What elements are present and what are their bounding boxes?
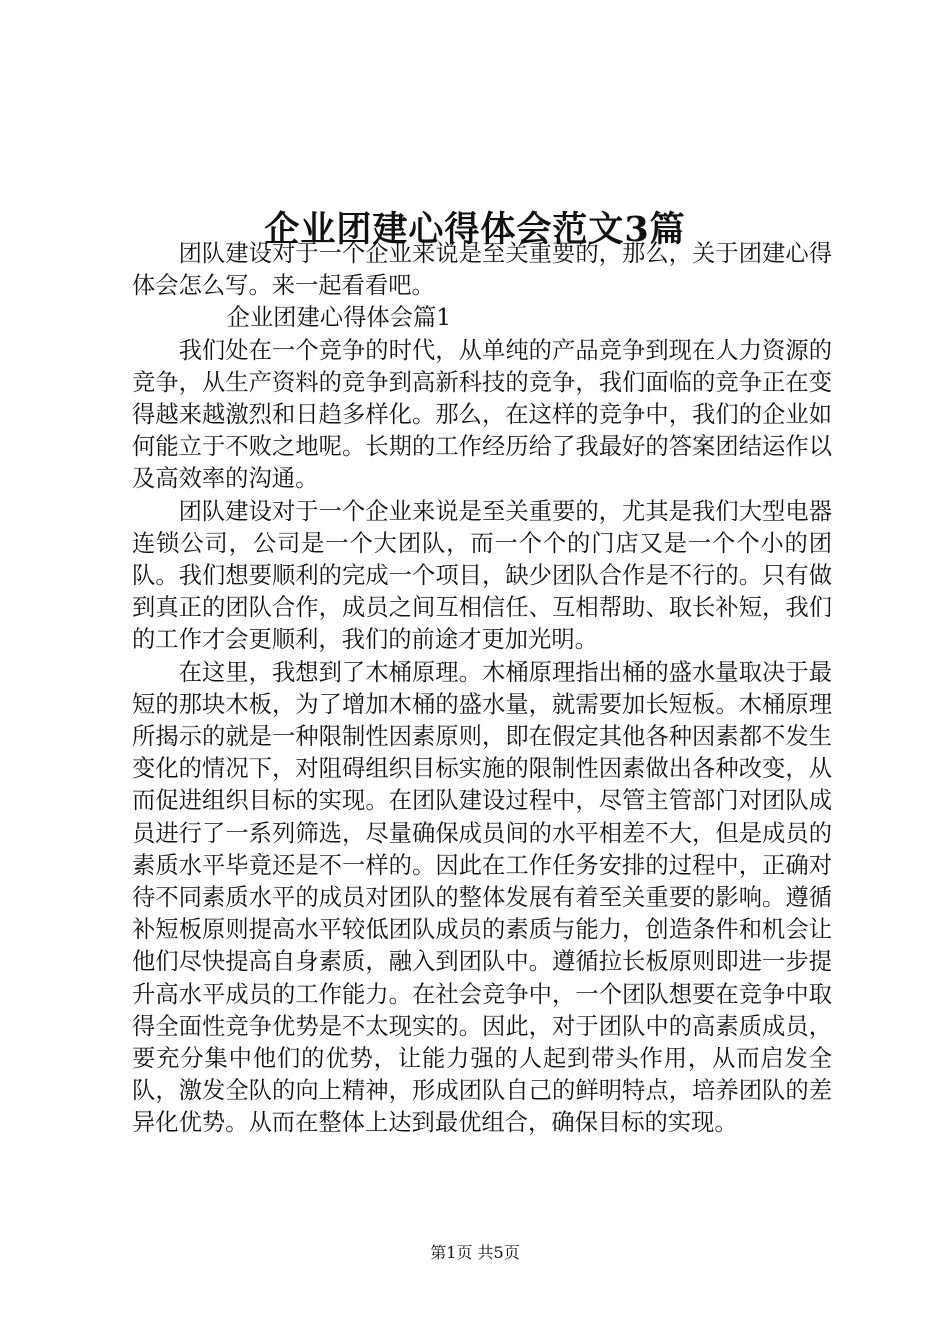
body-paragraph: 团队建设对于一个企业来说是至关重要的，尤其是我们大型电器连锁公司，公司是一个大团队，而一个个的门店又是一个个小的团队。我们想要顺利的完成一个项目，缺少团队合作是不行的。只有做到真正的团队合作，成员之间互相信任、互相帮助、取长补短，我们的工作才会更顺利，我们的前途才更加光明。 bbox=[132, 497, 832, 654]
document-body bbox=[132, 238, 832, 1140]
body-paragraph: 在这里，我想到了木桶原理。木桶原理指出桶的盛水量取决于最短的那块木板，为了增加木桶的盛水量，就需要加长短板。木桶原理所揭示的就是一种限制性因素原则，即在假定其他各种因素都不发生变化的情况下，对阻碍组织目标实施的限制性因素做出各种改变，从而促进组织目标的实现。在团队建设过程中，尽管主管部门对团队成员进行了一系列筛选，尽量确保成员间的水平相差不大，但是成员的素质水平毕竟还是不一样的。因此在工作任务安排的过程中，正确对待不同素质水平的成员对团队的整体发展有着至关重要的影响。遵循补短板原则提高水平较低团队成员的素质与能力，创造条件和机会让他们尽快提高自身素质，融入到团队中。遵循拉长板原则即进一步提升高水平成员的工作能力。在社会竞争中，一个团队想要在竞争中取得全面性竞争优势是不太现实的。因此，对于团队中的高素质成员，要充分集中他们的优势，让能力强的人起到带头作用，从而启发全队，激发全队的向上精神，形成团队自己的鲜明特点，培养团队的差异化优势。从而在整体上达到最优组合，确保目标的实现。 bbox=[132, 658, 832, 1137]
page-number-footer: 第1页 共5页 bbox=[430, 1243, 520, 1262]
intro-paragraph: 团队建设对于一个企业来说是至关重要的，那么，关于团建心得体会怎么写。来一起看看吧。 bbox=[132, 240, 832, 300]
section-heading: 企业团建心得体会篇1 bbox=[226, 304, 452, 332]
document-title: 企业团建心得体会范文3篇 bbox=[264, 209, 686, 251]
body-paragraph: 我们处在一个竞争的时代，从单纯的产品竞争到现在人力资源的竞争，从生产资料的竞争到高新科技的竞争，我们面临的竞争正在变得越来越激烈和日趋多样化。那么，在这样的竞争中，我们的企业如何能立于不败之地呢。长期的工作经历给了我最好的答案团结运作以及高效率的沟通。 bbox=[132, 336, 832, 493]
